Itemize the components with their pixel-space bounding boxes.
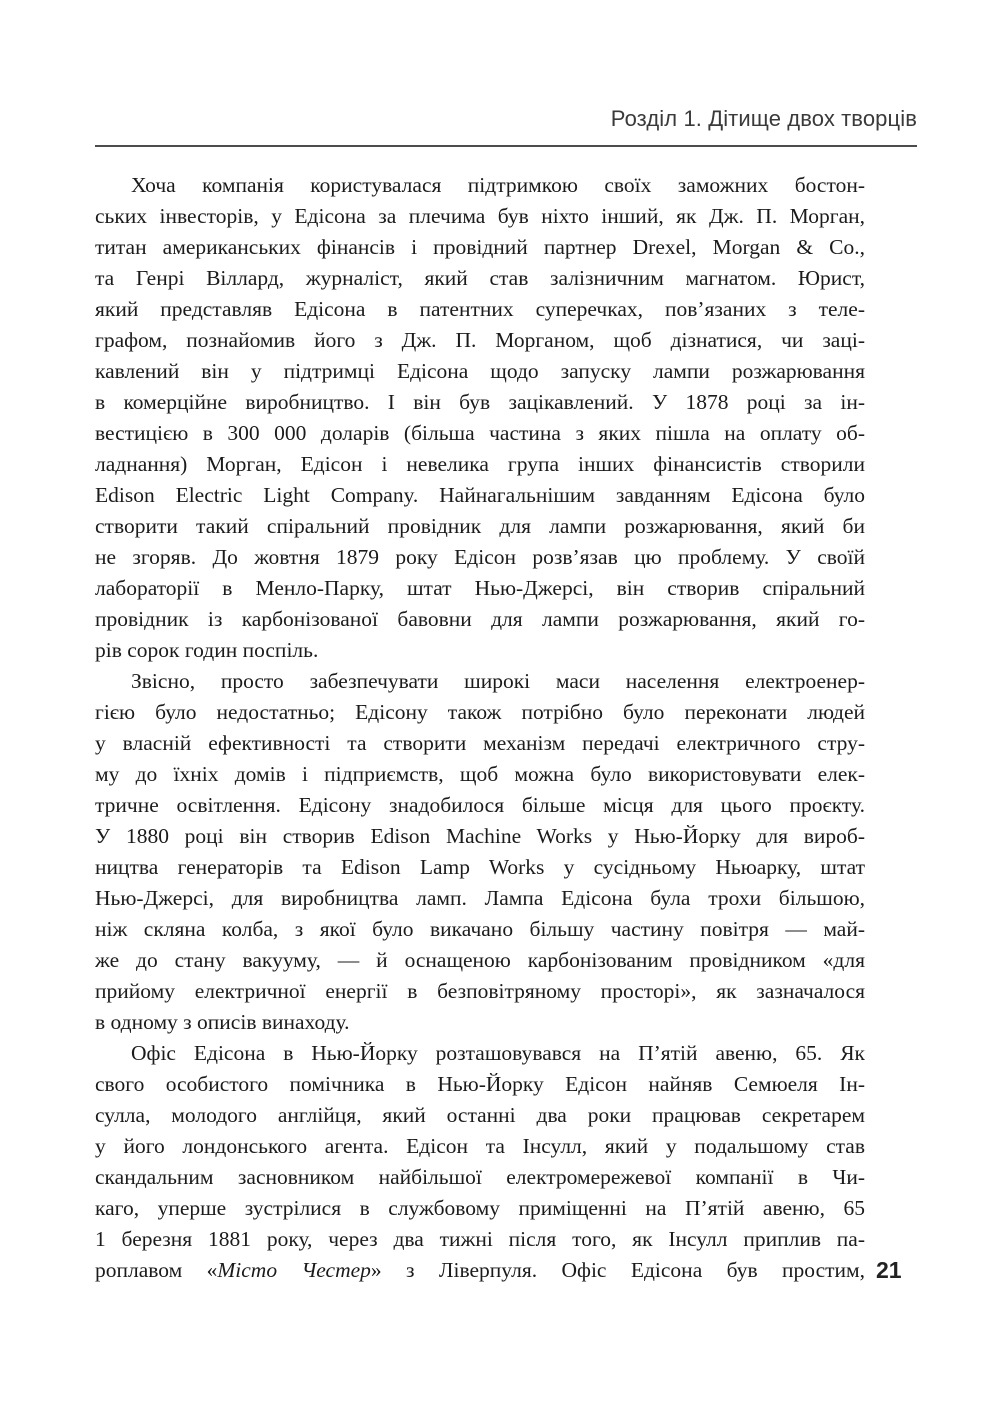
text-segment: титан американських фінансів і провідний партнер Drexel, Morgan & Co., (95, 235, 865, 259)
text-line (95, 480, 865, 511)
text-segment: не згоряв. До жовтня 1879 року Едісон розв’язав цю проблему. У своїй (95, 545, 865, 569)
text-line (95, 1007, 865, 1038)
text-line (95, 1069, 865, 1100)
text-segment: у власній ефективності та створити механізм передачі електричного стру- (95, 731, 865, 755)
text-line (95, 852, 865, 883)
text-line (95, 790, 865, 821)
text-segment: ських інвесторів, у Едісона за плечима був ніхто інший, як Дж. П. Морган, (95, 204, 865, 228)
text-line (95, 201, 865, 232)
text-segment: який представляв Едісона в патентних суперечках, пов’язаних з теле- (95, 297, 865, 321)
text-line (95, 542, 865, 573)
text-line (95, 759, 865, 790)
text-line (95, 1131, 865, 1162)
text-segment: Edison Electric Light Company. Найнагальнішим завданням Едісона було (95, 483, 865, 507)
text-line (95, 418, 865, 449)
text-segment: та Генрі Віллард, журналіст, який став залізничним магнатом. Юрист, (95, 266, 865, 290)
text-line (95, 294, 865, 325)
text-line (95, 449, 865, 480)
text-line (95, 976, 865, 1007)
text-segment: тричне освітлення. Едісону знадобилося більше місця для цього проєкту. (95, 793, 865, 817)
text-line (95, 728, 865, 759)
text-segment: каго, уперше зустрілися в службовому приміщенні на П’ятій авеню, 65 (95, 1196, 865, 1220)
text-segment: рів сорок годин поспіль. (95, 638, 319, 662)
text-segment: створити такий спіральний провідник для лампи розжарювання, який би (95, 514, 865, 538)
text-segment: провідник із карбонізованої бавовни для лампи розжарювання, який го- (95, 607, 865, 631)
text-line (95, 263, 865, 294)
text-segment: кавлений він у підтримці Едісона щодо запуску лампи розжарювання (95, 359, 865, 383)
text-segment: У 1880 році він створив Edison Machine Works у Нью-Йорку для вироб- (95, 824, 865, 848)
text-segment: му до їхніх домів і підприємств, щоб можна було використовувати елек- (95, 762, 865, 786)
text-segment: Звісно, просто забезпечувати широкі маси населення електроенер- (131, 669, 865, 693)
text-line (95, 883, 865, 914)
text-line (95, 356, 865, 387)
text-line (95, 1255, 865, 1286)
text-segment: » з Ліверпуля. Офіс Едісона був простим, (370, 1258, 865, 1282)
text-segment: Нью-Джерсі, для виробництва ламп. Лампа Едісона була трохи більшою, (95, 886, 865, 910)
text-segment: 1 березня 1881 року, через два тижні після того, як Інсулл приплив па- (95, 1227, 865, 1251)
text-segment: в комерційне виробництво. І він був зацікавлений. У 1878 році за ін- (95, 390, 865, 414)
text-line (95, 1100, 865, 1131)
text-line (95, 666, 865, 697)
text-segment: прийому електричної енергії в безповітряному просторі», як зазначалося (95, 979, 865, 1003)
text-line (95, 1038, 865, 1069)
page-number: 21 (876, 1257, 902, 1283)
text-line (95, 511, 865, 542)
text-line (95, 635, 865, 666)
text-line (95, 604, 865, 635)
text-line (95, 387, 865, 418)
header-divider (95, 145, 917, 147)
text-line (95, 1193, 865, 1224)
text-segment: у його лондонського агента. Едісон та Інсулл, який у подальшому став (95, 1134, 865, 1158)
text-segment: же до стану вакууму, — й оснащеною карбонізованим провідником «для (95, 948, 865, 972)
text-line (95, 945, 865, 976)
text-segment: в одному з описів винаходу. (95, 1010, 350, 1034)
text-segment: лабораторії в Менло-Парку, штат Нью-Джерсі, він створив спіральний (95, 576, 865, 600)
body-text (95, 170, 865, 1286)
text-line (95, 1162, 865, 1193)
text-segment: Офіс Едісона в Нью-Йорку розташовувався на П’ятій авеню, 65. Як (131, 1041, 865, 1065)
text-segment: сулла, молодого англійця, який останні два роки працював секретарем (95, 1103, 865, 1127)
text-segment: ніж скляна колба, з якої було викачано більшу частину повітря — май- (95, 917, 865, 941)
text-line (95, 325, 865, 356)
text-line (95, 1224, 865, 1255)
text-line (95, 573, 865, 604)
text-segment: Хоча компанія користувалася підтримкою своїх заможних бостон- (131, 173, 865, 197)
text-segment: гією було недостатньо; Едісону також потрібно було переконати людей (95, 700, 865, 724)
text-line (95, 697, 865, 728)
text-segment: свого особистого помічника в Нью-Йорку Едісон найняв Семюеля Ін- (95, 1072, 865, 1096)
text-segment: ладнання) Морган, Едісон і невелика група інших фінансистів створили (95, 452, 865, 476)
text-line (95, 170, 865, 201)
running-header: Розділ 1. Дітище двох творців (610, 106, 917, 131)
text-segment: вестицією в 300 000 доларів (більша частина з яких пішла на оплату об- (95, 421, 865, 445)
text-segment: скандальним засновником найбільшої електромережевої компанії в Чи- (95, 1165, 865, 1189)
text-segment: графом, познайомив його з Дж. П. Морганом, щоб дізнатися, чи заці- (95, 328, 865, 352)
text-segment: роплавом « (95, 1258, 218, 1282)
text-line (95, 821, 865, 852)
text-segment: ництва генераторів та Edison Lamp Works у сусідньому Ньюарку, штат (95, 855, 865, 879)
italic-text-segment: Місто Честер (217, 1258, 371, 1282)
text-line (95, 232, 865, 263)
text-line (95, 914, 865, 945)
